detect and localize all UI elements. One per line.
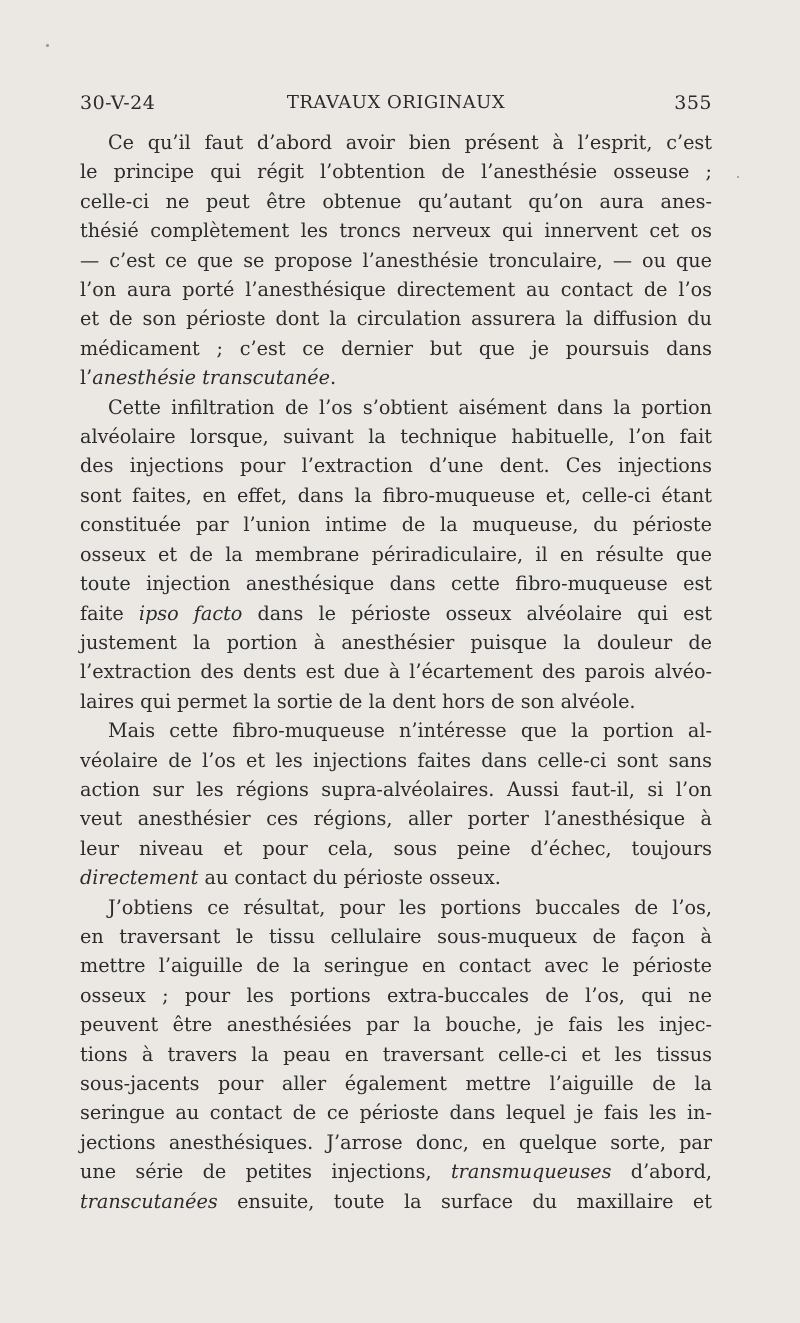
text-run: l’ xyxy=(80,366,93,390)
text-line xyxy=(80,863,712,892)
text-run: le principe qui régit l’obtention de l’anesthésie osseuse ; xyxy=(80,160,712,184)
text-run: l’extraction des dents est due à l’écartement des parois alvéo- xyxy=(80,660,712,684)
text-line xyxy=(80,1069,712,1098)
text-line xyxy=(80,922,712,951)
text-line xyxy=(80,275,712,304)
page-number: 355 xyxy=(674,92,712,114)
text-line xyxy=(80,510,712,539)
text-run: justement la portion à anesthésier puisque la douleur de xyxy=(80,630,712,654)
text-run: d’abord, xyxy=(611,1160,712,1184)
text-run: veut anesthésier ces régions, aller porter l’anesthésique à xyxy=(80,807,712,831)
paper-speck xyxy=(737,176,739,178)
header-date: 30-V-24 xyxy=(80,92,156,114)
text-line xyxy=(80,981,712,1010)
text-line xyxy=(80,481,712,510)
paper-speck xyxy=(46,44,49,47)
text-run: médicament ; c’est ce dernier but que je poursuis dans xyxy=(80,336,712,360)
paragraph xyxy=(80,393,712,716)
text-line xyxy=(80,1187,712,1216)
text-line xyxy=(80,569,712,598)
text-run: constituée par l’union intime de la muqueuse, du périoste xyxy=(80,513,712,537)
text-line xyxy=(80,187,712,216)
italic-text: anesthésie transcutanée xyxy=(92,366,330,390)
text-run: peuvent être anesthésiées par la bouche, je fais les injec- xyxy=(80,1013,712,1037)
text-line xyxy=(80,599,712,628)
text-run: tions à travers la peau en traversant celle-ci et les tissus xyxy=(80,1042,712,1066)
text-line xyxy=(80,451,712,480)
text-run: seringue au contact de ce périoste dans lequel je fais les in- xyxy=(80,1101,712,1125)
text-run: leur niveau et pour cela, sous peine d’échec, toujours xyxy=(80,836,712,860)
text-run: alvéolaire lorsque, suivant la technique habituelle, l’on fait xyxy=(80,425,712,449)
text-run: . xyxy=(329,366,337,390)
text-line xyxy=(80,628,712,657)
italic-text: transcutanées xyxy=(80,1189,218,1213)
text-run: jections anesthésiques. J’arrose donc, en quelque sorte, par xyxy=(80,1130,712,1154)
text-line xyxy=(80,1128,712,1157)
text-line xyxy=(80,1040,712,1069)
text-line xyxy=(80,334,712,363)
text-line xyxy=(80,157,712,186)
text-run: au contact du périoste osseux. xyxy=(198,866,501,890)
body-text xyxy=(80,128,712,1216)
text-run: osseux ; pour les portions extra-buccales de l’os, qui ne xyxy=(80,983,712,1007)
text-line xyxy=(80,246,712,275)
paragraph xyxy=(80,716,712,892)
text-run: faite xyxy=(80,601,139,625)
italic-text: ipso facto xyxy=(138,601,243,625)
text-run: des injections pour l’extraction d’une dent. Ces injections xyxy=(80,454,712,478)
text-line xyxy=(80,657,712,686)
text-run: Cette infiltration de l’os s’obtient aisément dans la portion xyxy=(108,395,712,419)
text-line xyxy=(80,951,712,980)
text-run: J’obtiens ce résultat, pour les portions buccales de l’os, xyxy=(108,895,712,919)
text-run: toute injection anesthésique dans cette fibro-muqueuse est xyxy=(80,572,712,596)
running-header xyxy=(80,92,712,122)
text-run: et de son périoste dont la circulation assurera la diffusion du xyxy=(80,307,712,331)
header-title: TRAVAUX ORIGINAUX xyxy=(286,92,506,113)
text-run: en traversant le tissu cellulaire sous-muqueux de façon à xyxy=(80,924,712,948)
text-line xyxy=(80,775,712,804)
text-line xyxy=(80,422,712,451)
text-run: celle-ci ne peut être obtenue qu’autant qu’on aura anes- xyxy=(80,189,712,213)
text-line xyxy=(80,716,712,745)
text-line xyxy=(80,216,712,245)
text-line xyxy=(80,128,712,157)
text-line xyxy=(80,746,712,775)
text-run: dans le périoste osseux alvéolaire qui est xyxy=(242,601,712,625)
text-run: Ce qu’il faut d’abord avoir bien présent à l’esprit, c’est xyxy=(108,131,712,154)
text-line xyxy=(80,1098,712,1127)
text-run: véolaire de l’os et les injections faites dans celle-ci sont sans xyxy=(80,748,712,772)
text-run: mettre l’aiguille de la seringue en contact avec le périoste xyxy=(80,954,712,978)
text-run: — c’est ce que se propose l’anesthésie tronculaire, — ou que xyxy=(80,248,712,272)
text-line xyxy=(80,304,712,333)
paragraph xyxy=(80,128,712,393)
text-run: thésié complètement les troncs nerveux qui innervent cet os xyxy=(80,219,712,243)
text-run: sont faites, en effet, dans la fibro-muqueuse et, celle-ci étant xyxy=(80,483,712,507)
text-line xyxy=(80,1010,712,1039)
text-line xyxy=(80,687,712,716)
text-line xyxy=(80,804,712,833)
italic-text: directement xyxy=(80,866,199,890)
text-run: sous-jacents pour aller également mettre l’aiguille de la xyxy=(80,1072,712,1095)
paragraph xyxy=(80,893,712,1216)
text-line xyxy=(80,393,712,422)
text-run: une série de petites injections, xyxy=(80,1160,451,1184)
text-run: osseux et de la membrane périradiculaire, il en résulte que xyxy=(80,542,712,566)
text-line xyxy=(80,363,712,392)
italic-text: transmuqueuses xyxy=(450,1160,612,1184)
text-run: action sur les régions supra-alvéolaires. Aussi faut-il, si l’on xyxy=(80,777,712,801)
text-run: l’on aura porté l’anesthésique directement au contact de l’os xyxy=(80,278,712,302)
text-run: Mais cette fibro-muqueuse n’intéresse que la portion al- xyxy=(108,719,712,743)
text-line xyxy=(80,540,712,569)
text-run: ensuite, toute la surface du maxillaire et xyxy=(217,1189,712,1213)
text-line xyxy=(80,893,712,922)
text-run: laires qui permet la sortie de la dent hors de son alvéole. xyxy=(80,689,636,713)
text-line xyxy=(80,834,712,863)
text-line xyxy=(80,1157,712,1186)
